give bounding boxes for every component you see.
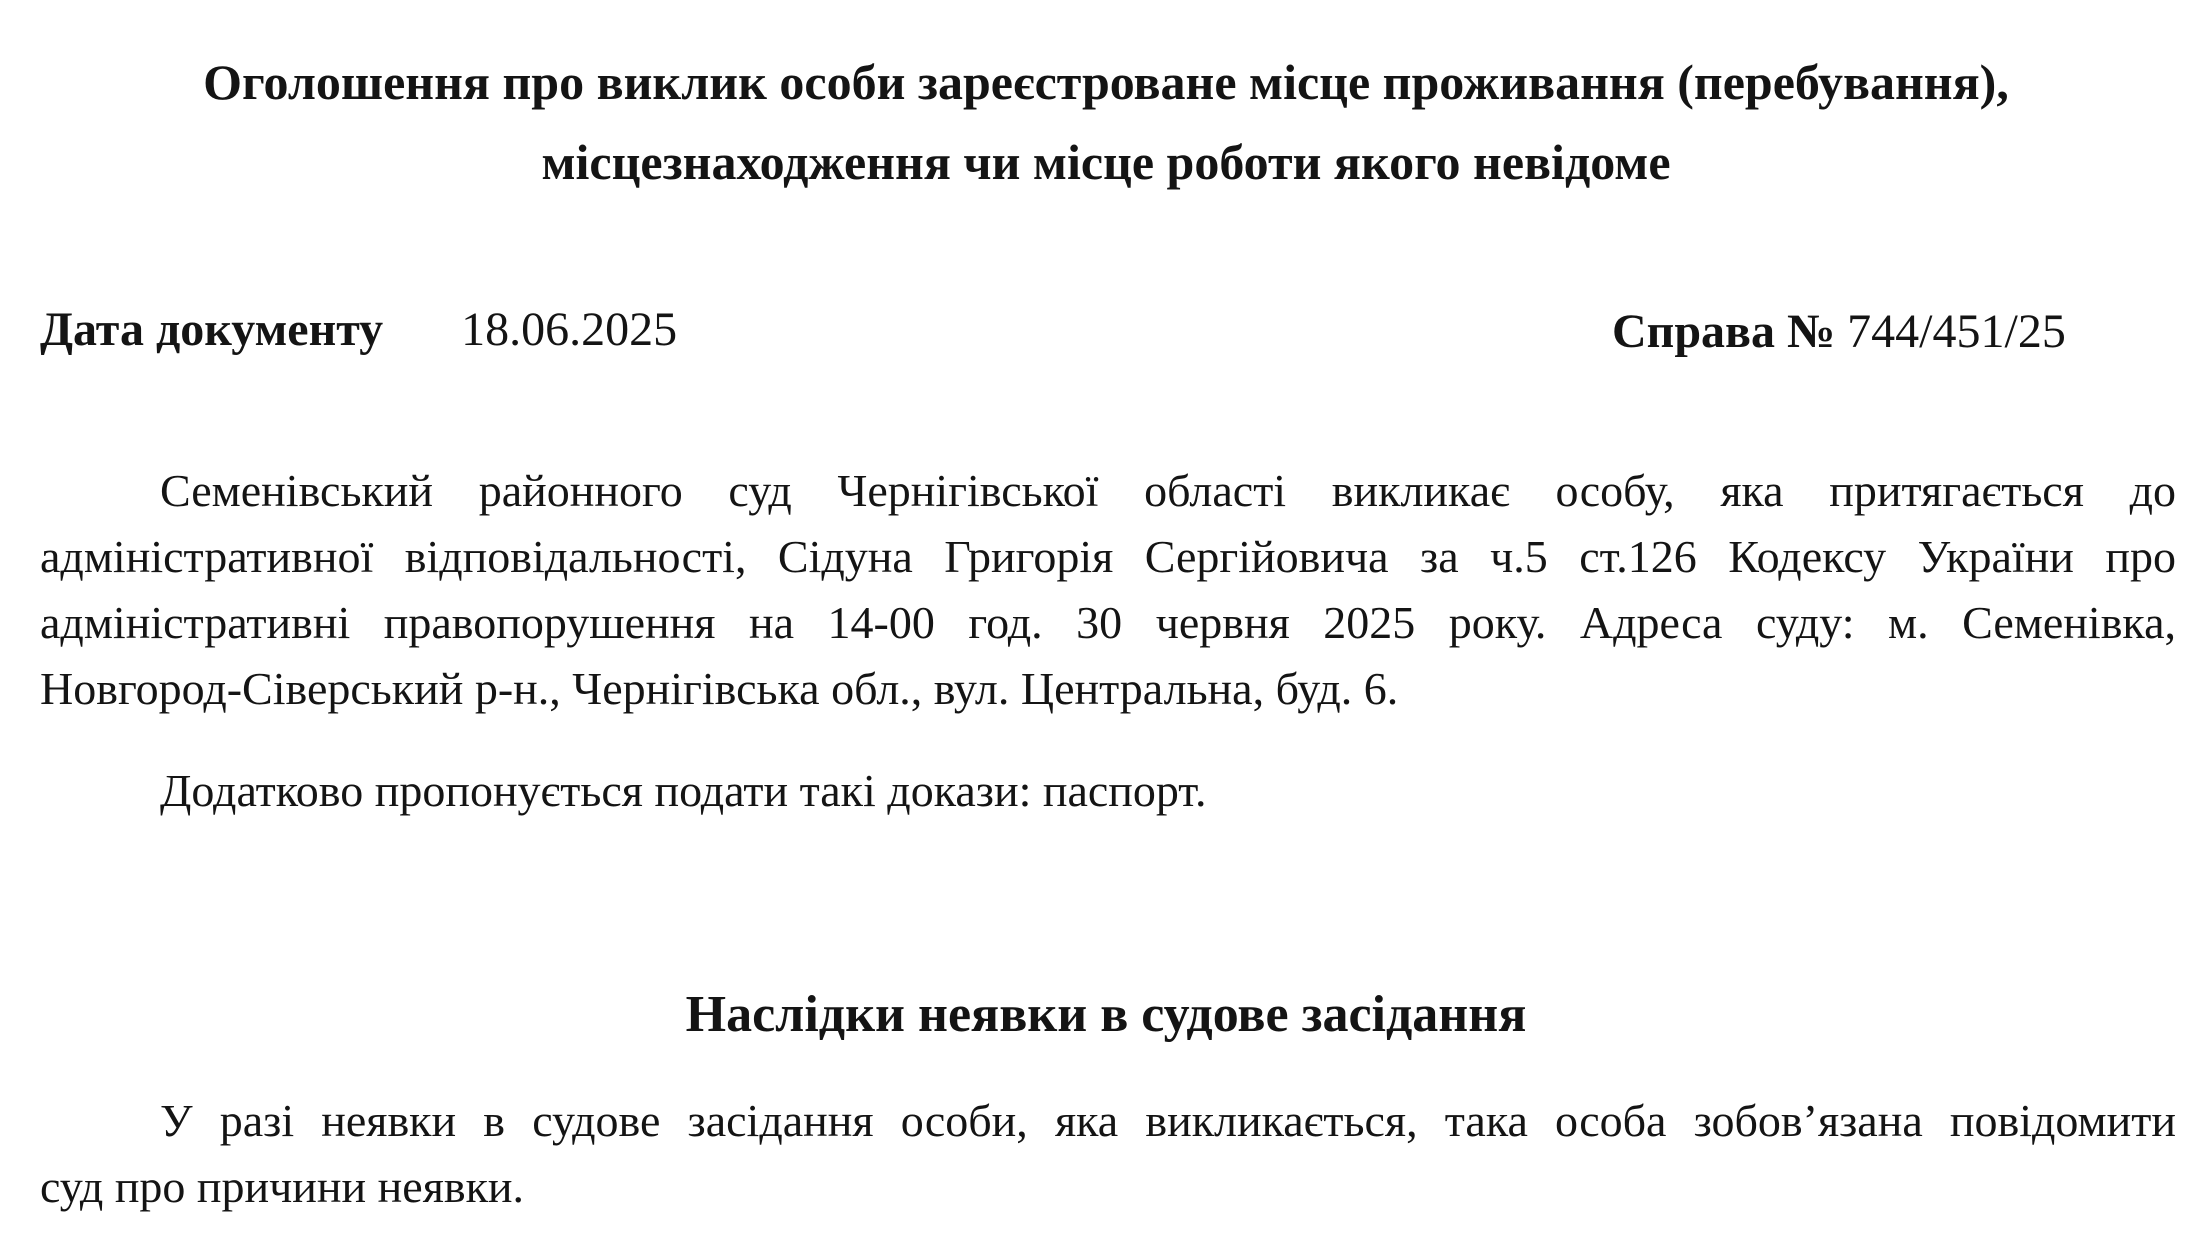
- evidence-line-1: Додатково пропонується подати такі докази: паспорт.: [160, 765, 1207, 816]
- summons-paragraph: [40, 458, 2176, 722]
- consequences-paragraph: [40, 1088, 2176, 1220]
- title-line-1: Оголошення про виклик особи зареєстроване місце проживання (перебування),: [203, 54, 2009, 110]
- summons-line-4: Новгород-Сіверський р-н., Чернігівська обл., вул. Центральна, буд. 6.: [40, 663, 1399, 714]
- document-date: [40, 298, 677, 362]
- case-label: Справа №: [1612, 305, 1836, 358]
- consequences-line-1: У разі неявки в судове засідання особи, яка викликається, така особа зобов’язана повідомити: [160, 1095, 2176, 1146]
- case-value: 744/451/25: [1847, 305, 2066, 358]
- title-line-2: місцезнаходження чи місце роботи якого невідоме: [541, 134, 1671, 190]
- summons-line-3: адміністративні правопорушення на 14-00 год. 30 червня 2025 року. Адреса суду: м. Семенівка,: [40, 597, 2176, 648]
- consequences-heading: Наслідки неявки в судове засідання: [685, 986, 1527, 1043]
- evidence-paragraph: [40, 758, 2176, 824]
- date-label: Дата документу: [40, 303, 384, 356]
- summons-line-2: адміністративної відповідальності, Сідуна Григорія Сергійовича за ч.5 ст.126 Кодексу України про: [40, 531, 2176, 582]
- case-number: [1612, 300, 2066, 364]
- consequences-line-2: суд про причини неявки.: [40, 1161, 525, 1212]
- date-value: 18.06.2025: [461, 303, 678, 356]
- document-title: [0, 42, 2212, 202]
- summons-line-1: Семенівський районного суд Чернігівської області викликає особу, яка притягається до: [160, 465, 2176, 516]
